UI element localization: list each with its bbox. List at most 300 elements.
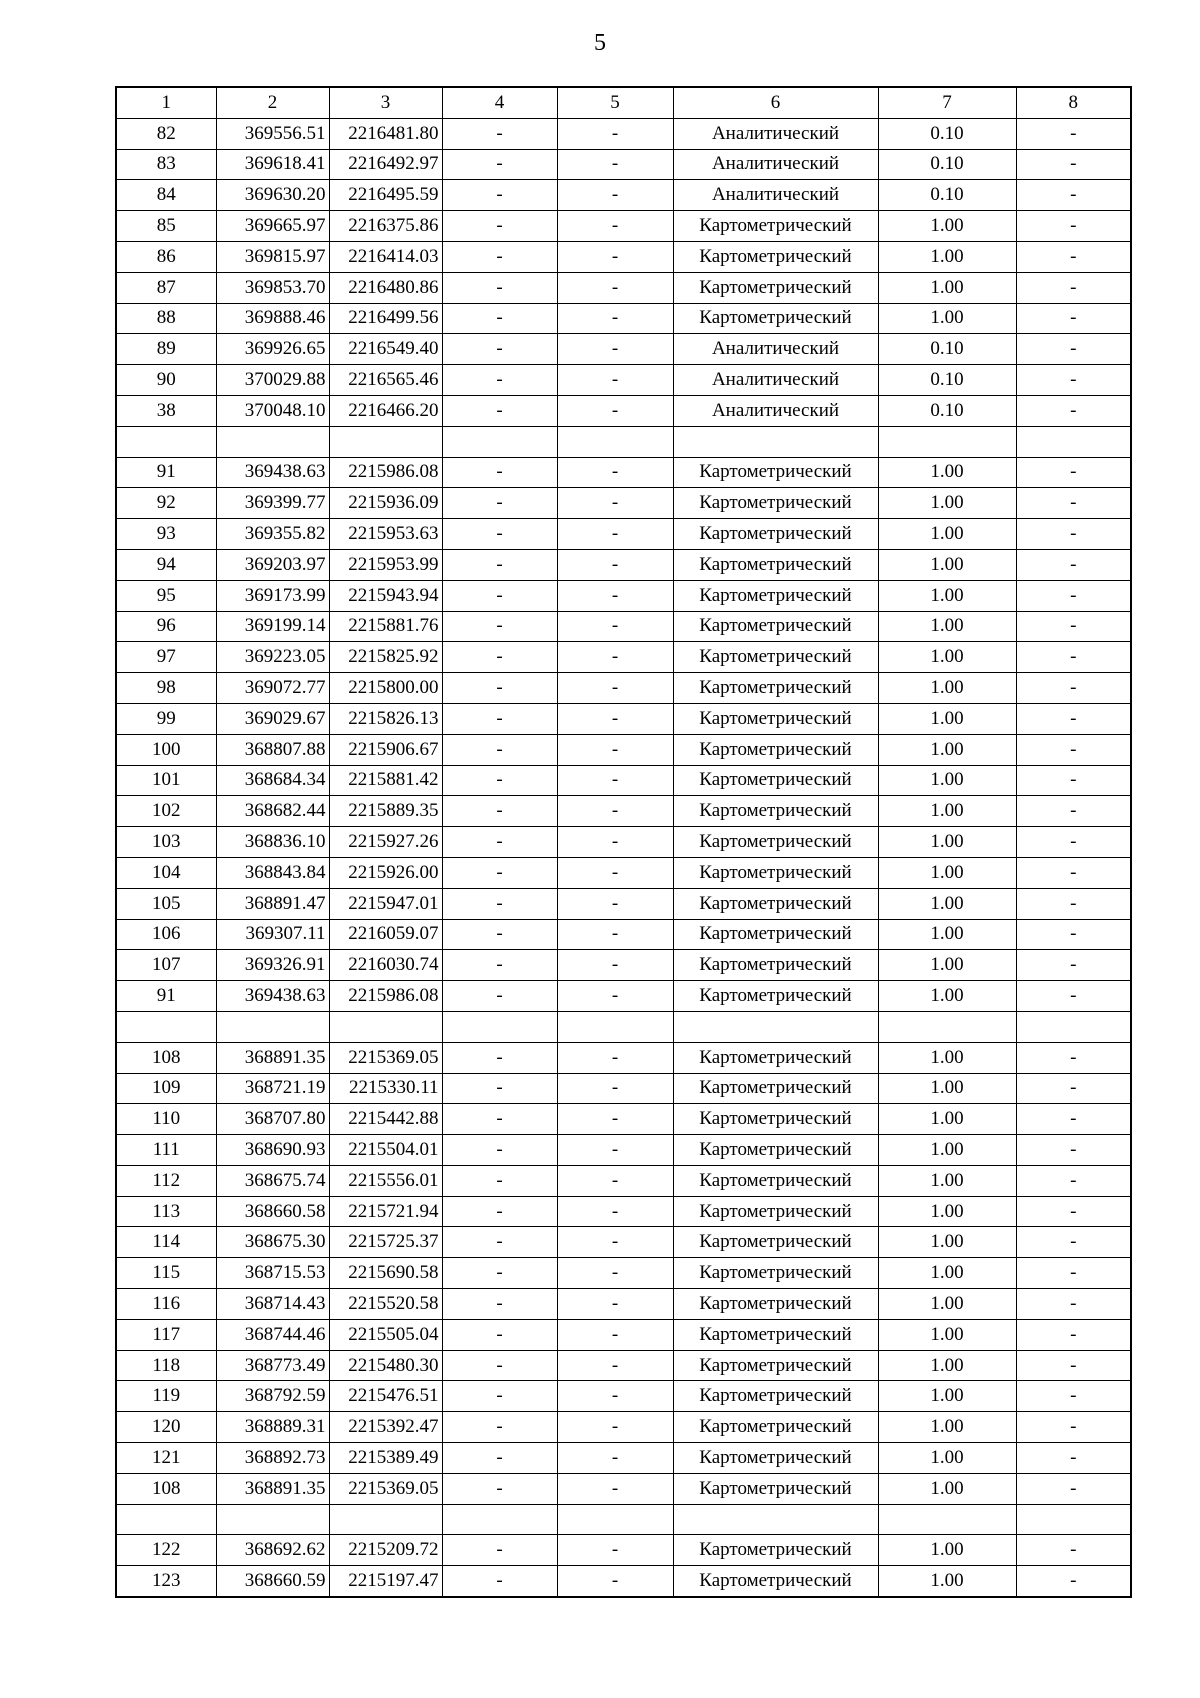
cell-col-5: - — [557, 488, 673, 519]
cell-col-7: 1.00 — [878, 1443, 1016, 1474]
cell-col-8: - — [1016, 1535, 1131, 1566]
cell-col-2: 368714.43 — [216, 1289, 329, 1320]
cell-col-2: 369438.63 — [216, 457, 329, 488]
cell-col-1: 87 — [116, 272, 216, 303]
table-row — [116, 519, 1131, 550]
cell-col-4: - — [442, 334, 557, 365]
cell-col-2: 369029.67 — [216, 703, 329, 734]
column-header-2: 2 — [216, 87, 329, 118]
cell-col-3: 2215442.88 — [329, 1104, 442, 1135]
cell-col-4: - — [442, 857, 557, 888]
cell-col-4: - — [442, 488, 557, 519]
cell-col-5: - — [557, 519, 673, 550]
cell-col-2: 368889.31 — [216, 1412, 329, 1443]
table-row — [116, 796, 1131, 827]
cell-col-6: Картометрический — [673, 1319, 878, 1350]
cell-col-5 — [557, 1504, 673, 1535]
cell-col-2: 368707.80 — [216, 1104, 329, 1135]
cell-col-7: 1.00 — [878, 827, 1016, 858]
cell-col-5: - — [557, 149, 673, 180]
cell-col-4: - — [442, 303, 557, 334]
cell-col-4: - — [442, 796, 557, 827]
cell-col-3: 2215800.00 — [329, 673, 442, 704]
column-header-3: 3 — [329, 87, 442, 118]
cell-col-7: 1.00 — [878, 981, 1016, 1012]
cell-col-8: - — [1016, 1258, 1131, 1289]
cell-col-8: - — [1016, 1350, 1131, 1381]
cell-col-1: 86 — [116, 241, 216, 272]
table-row — [116, 734, 1131, 765]
cell-col-7: 1.00 — [878, 519, 1016, 550]
cell-col-8: - — [1016, 1227, 1131, 1258]
cell-col-2: 369665.97 — [216, 211, 329, 242]
cell-col-3: 2215881.76 — [329, 611, 442, 642]
cell-col-3: 2215936.09 — [329, 488, 442, 519]
cell-col-6: Аналитический — [673, 395, 878, 426]
cell-col-3: 2215927.26 — [329, 827, 442, 858]
cell-col-2: 368807.88 — [216, 734, 329, 765]
cell-col-3: 2216466.20 — [329, 395, 442, 426]
cell-col-7: 1.00 — [878, 303, 1016, 334]
cell-col-7 — [878, 426, 1016, 457]
cell-col-6 — [673, 1011, 878, 1042]
table-row — [116, 211, 1131, 242]
column-header-5: 5 — [557, 87, 673, 118]
cell-col-5: - — [557, 211, 673, 242]
cell-col-4: - — [442, 1289, 557, 1320]
cell-col-3: 2215947.01 — [329, 888, 442, 919]
cell-col-8 — [1016, 426, 1131, 457]
cell-col-1: 101 — [116, 765, 216, 796]
cell-col-8: - — [1016, 642, 1131, 673]
cell-col-4: - — [442, 734, 557, 765]
cell-col-8: - — [1016, 919, 1131, 950]
cell-col-8: - — [1016, 549, 1131, 580]
cell-col-8: - — [1016, 1289, 1131, 1320]
cell-col-4: - — [442, 149, 557, 180]
cell-col-2: 368692.62 — [216, 1535, 329, 1566]
table-row — [116, 1258, 1131, 1289]
cell-col-1: 119 — [116, 1381, 216, 1412]
cell-col-7: 1.00 — [878, 919, 1016, 950]
table-row — [116, 1443, 1131, 1474]
cell-col-5: - — [557, 642, 673, 673]
cell-col-6: Картометрический — [673, 1104, 878, 1135]
cell-col-6: Картометрический — [673, 1196, 878, 1227]
cell-col-3: 2215197.47 — [329, 1566, 442, 1597]
cell-col-6: Картометрический — [673, 1350, 878, 1381]
cell-col-6: Картометрический — [673, 580, 878, 611]
cell-col-1: 89 — [116, 334, 216, 365]
cell-col-3: 2216059.07 — [329, 919, 442, 950]
cell-col-1: 98 — [116, 673, 216, 704]
cell-col-6 — [673, 1504, 878, 1535]
cell-col-6: Аналитический — [673, 334, 878, 365]
table-row — [116, 118, 1131, 149]
table-row — [116, 1104, 1131, 1135]
cell-col-7: 0.10 — [878, 334, 1016, 365]
table-row — [116, 1289, 1131, 1320]
cell-col-8: - — [1016, 857, 1131, 888]
cell-col-2: 369399.77 — [216, 488, 329, 519]
cell-col-5: - — [557, 981, 673, 1012]
table-row — [116, 1165, 1131, 1196]
cell-col-2: 369223.05 — [216, 642, 329, 673]
cell-col-6: Картометрический — [673, 981, 878, 1012]
cell-col-5: - — [557, 457, 673, 488]
cell-col-4: - — [442, 1473, 557, 1504]
cell-col-1: 112 — [116, 1165, 216, 1196]
cell-col-8: - — [1016, 673, 1131, 704]
cell-col-6: Картометрический — [673, 1258, 878, 1289]
cell-col-3: 2215953.63 — [329, 519, 442, 550]
cell-col-2: 368792.59 — [216, 1381, 329, 1412]
cell-col-5: - — [557, 272, 673, 303]
cell-col-8: - — [1016, 149, 1131, 180]
table-row — [116, 488, 1131, 519]
cell-col-3: 2215889.35 — [329, 796, 442, 827]
cell-col-2: 369355.82 — [216, 519, 329, 550]
cell-col-4: - — [442, 1443, 557, 1474]
cell-col-3: 2216492.97 — [329, 149, 442, 180]
cell-col-6: Аналитический — [673, 180, 878, 211]
cell-col-1: 121 — [116, 1443, 216, 1474]
cell-col-3: 2215330.11 — [329, 1073, 442, 1104]
cell-col-1: 97 — [116, 642, 216, 673]
cell-col-5: - — [557, 1473, 673, 1504]
cell-col-5: - — [557, 1350, 673, 1381]
cell-col-4: - — [442, 580, 557, 611]
cell-col-7: 0.10 — [878, 395, 1016, 426]
cell-col-4: - — [442, 1412, 557, 1443]
cell-col-8: - — [1016, 827, 1131, 858]
cell-col-6: Картометрический — [673, 827, 878, 858]
cell-col-4: - — [442, 611, 557, 642]
table-row — [116, 457, 1131, 488]
cell-col-7: 1.00 — [878, 1104, 1016, 1135]
cell-col-5: - — [557, 395, 673, 426]
cell-col-5: - — [557, 1042, 673, 1073]
table-row — [116, 149, 1131, 180]
cell-col-4: - — [442, 981, 557, 1012]
cell-col-7: 1.00 — [878, 1196, 1016, 1227]
cell-col-6: Картометрический — [673, 549, 878, 580]
cell-col-1: 90 — [116, 365, 216, 396]
cell-col-8: - — [1016, 488, 1131, 519]
cell-col-3: 2215476.51 — [329, 1381, 442, 1412]
separator-row — [116, 1011, 1131, 1042]
cell-col-5: - — [557, 1443, 673, 1474]
cell-col-5: - — [557, 1258, 673, 1289]
cell-col-7: 1.00 — [878, 857, 1016, 888]
cell-col-7: 1.00 — [878, 796, 1016, 827]
cell-col-3: 2216565.46 — [329, 365, 442, 396]
cell-col-1: 96 — [116, 611, 216, 642]
cell-col-8: - — [1016, 211, 1131, 242]
cell-col-6: Картометрический — [673, 1412, 878, 1443]
cell-col-4: - — [442, 457, 557, 488]
cell-col-7: 1.00 — [878, 1042, 1016, 1073]
table-row — [116, 981, 1131, 1012]
cell-col-1: 85 — [116, 211, 216, 242]
cell-col-3: 2215906.67 — [329, 734, 442, 765]
cell-col-7: 1.00 — [878, 642, 1016, 673]
cell-col-1: 110 — [116, 1104, 216, 1135]
table-row — [116, 857, 1131, 888]
cell-col-8: - — [1016, 241, 1131, 272]
cell-col-3: 2215520.58 — [329, 1289, 442, 1320]
cell-col-1 — [116, 426, 216, 457]
cell-col-5 — [557, 426, 673, 457]
table-row — [116, 303, 1131, 334]
cell-col-2 — [216, 426, 329, 457]
table-row — [116, 1381, 1131, 1412]
table-row — [116, 180, 1131, 211]
cell-col-8: - — [1016, 395, 1131, 426]
cell-col-6: Картометрический — [673, 457, 878, 488]
cell-col-1: 108 — [116, 1042, 216, 1073]
cell-col-5: - — [557, 827, 673, 858]
cell-col-3: 2215986.08 — [329, 457, 442, 488]
cell-col-5: - — [557, 303, 673, 334]
cell-col-5: - — [557, 334, 673, 365]
cell-col-6: Картометрический — [673, 1289, 878, 1320]
cell-col-7: 1.00 — [878, 488, 1016, 519]
cell-col-6: Картометрический — [673, 1473, 878, 1504]
cell-col-7: 1.00 — [878, 549, 1016, 580]
cell-col-7: 1.00 — [878, 272, 1016, 303]
cell-col-4: - — [442, 1196, 557, 1227]
cell-col-7: 0.10 — [878, 118, 1016, 149]
cell-col-2: 368891.47 — [216, 888, 329, 919]
cell-col-6: Картометрический — [673, 950, 878, 981]
cell-col-4: - — [442, 241, 557, 272]
cell-col-4: - — [442, 919, 557, 950]
cell-col-2: 368892.73 — [216, 1443, 329, 1474]
cell-col-4: - — [442, 1535, 557, 1566]
cell-col-3 — [329, 1011, 442, 1042]
cell-col-3: 2215389.49 — [329, 1443, 442, 1474]
cell-col-2: 368773.49 — [216, 1350, 329, 1381]
cell-col-4: - — [442, 673, 557, 704]
cell-col-3: 2215826.13 — [329, 703, 442, 734]
cell-col-1: 83 — [116, 149, 216, 180]
cell-col-6: Картометрический — [673, 673, 878, 704]
cell-col-1: 100 — [116, 734, 216, 765]
cell-col-4: - — [442, 950, 557, 981]
cell-col-8: - — [1016, 1319, 1131, 1350]
cell-col-2: 369072.77 — [216, 673, 329, 704]
cell-col-4: - — [442, 1258, 557, 1289]
cell-col-7: 1.00 — [878, 1289, 1016, 1320]
table-row — [116, 1227, 1131, 1258]
cell-col-1: 99 — [116, 703, 216, 734]
cell-col-6: Картометрический — [673, 703, 878, 734]
cell-col-4: - — [442, 1381, 557, 1412]
cell-col-5: - — [557, 1073, 673, 1104]
cell-col-3 — [329, 426, 442, 457]
cell-col-2: 368715.53 — [216, 1258, 329, 1289]
cell-col-6: Картометрический — [673, 488, 878, 519]
cell-col-4: - — [442, 703, 557, 734]
cell-col-7: 1.00 — [878, 673, 1016, 704]
cell-col-8: - — [1016, 272, 1131, 303]
cell-col-5: - — [557, 888, 673, 919]
cell-col-6: Картометрический — [673, 919, 878, 950]
cell-col-5: - — [557, 950, 673, 981]
cell-col-7: 1.00 — [878, 1473, 1016, 1504]
cell-col-3: 2216499.56 — [329, 303, 442, 334]
cell-col-1: 105 — [116, 888, 216, 919]
cell-col-2: 369618.41 — [216, 149, 329, 180]
cell-col-8: - — [1016, 1073, 1131, 1104]
cell-col-4: - — [442, 272, 557, 303]
cell-col-6: Картометрический — [673, 272, 878, 303]
table-row — [116, 888, 1131, 919]
cell-col-8: - — [1016, 1196, 1131, 1227]
cell-col-8: - — [1016, 765, 1131, 796]
coordinates-table — [115, 86, 1132, 1598]
cell-col-3: 2216375.86 — [329, 211, 442, 242]
cell-col-7: 1.00 — [878, 1135, 1016, 1166]
separator-row — [116, 426, 1131, 457]
cell-col-8: - — [1016, 365, 1131, 396]
table-row — [116, 611, 1131, 642]
cell-col-1: 109 — [116, 1073, 216, 1104]
table-row — [116, 549, 1131, 580]
cell-col-8: - — [1016, 703, 1131, 734]
cell-col-3: 2216549.40 — [329, 334, 442, 365]
cell-col-5: - — [557, 673, 673, 704]
cell-col-1: 120 — [116, 1412, 216, 1443]
column-header-8: 8 — [1016, 87, 1131, 118]
cell-col-5: - — [557, 118, 673, 149]
cell-col-8: - — [1016, 118, 1131, 149]
cell-col-5: - — [557, 919, 673, 950]
cell-col-1: 111 — [116, 1135, 216, 1166]
cell-col-1: 123 — [116, 1566, 216, 1597]
cell-col-2: 369556.51 — [216, 118, 329, 149]
cell-col-2: 368682.44 — [216, 796, 329, 827]
cell-col-6: Картометрический — [673, 611, 878, 642]
table-row — [116, 1566, 1131, 1597]
cell-col-7: 1.00 — [878, 1073, 1016, 1104]
cell-col-5 — [557, 1011, 673, 1042]
cell-col-2: 368721.19 — [216, 1073, 329, 1104]
cell-col-3: 2215392.47 — [329, 1412, 442, 1443]
cell-col-8: - — [1016, 580, 1131, 611]
table-row — [116, 365, 1131, 396]
cell-col-2: 369203.97 — [216, 549, 329, 580]
cell-col-7: 0.10 — [878, 365, 1016, 396]
cell-col-2: 368675.74 — [216, 1165, 329, 1196]
cell-col-1: 94 — [116, 549, 216, 580]
cell-col-5: - — [557, 365, 673, 396]
cell-col-3: 2215926.00 — [329, 857, 442, 888]
cell-col-6: Картометрический — [673, 241, 878, 272]
table-row — [116, 1350, 1131, 1381]
table-row — [116, 395, 1131, 426]
cell-col-4: - — [442, 519, 557, 550]
table-row — [116, 1196, 1131, 1227]
cell-col-5: - — [557, 1566, 673, 1597]
table-row — [116, 241, 1131, 272]
cell-col-8: - — [1016, 796, 1131, 827]
cell-col-8: - — [1016, 888, 1131, 919]
table-row — [116, 1535, 1131, 1566]
cell-col-4 — [442, 426, 557, 457]
cell-col-4: - — [442, 211, 557, 242]
table-body — [116, 118, 1131, 1597]
cell-col-7: 1.00 — [878, 1381, 1016, 1412]
cell-col-1 — [116, 1011, 216, 1042]
cell-col-7: 1.00 — [878, 1258, 1016, 1289]
cell-col-1: 108 — [116, 1473, 216, 1504]
cell-col-7: 1.00 — [878, 1412, 1016, 1443]
table-row — [116, 1319, 1131, 1350]
cell-col-4: - — [442, 1566, 557, 1597]
cell-col-1: 91 — [116, 981, 216, 1012]
cell-col-5: - — [557, 1104, 673, 1135]
cell-col-1: 88 — [116, 303, 216, 334]
cell-col-6 — [673, 426, 878, 457]
cell-col-5: - — [557, 1165, 673, 1196]
cell-col-1: 82 — [116, 118, 216, 149]
cell-col-4: - — [442, 1042, 557, 1073]
cell-col-1: 102 — [116, 796, 216, 827]
cell-col-2 — [216, 1011, 329, 1042]
cell-col-4: - — [442, 765, 557, 796]
cell-col-3: 2216495.59 — [329, 180, 442, 211]
cell-col-7: 1.00 — [878, 580, 1016, 611]
table-row — [116, 580, 1131, 611]
cell-col-6: Картометрический — [673, 1042, 878, 1073]
cell-col-6: Картометрический — [673, 1381, 878, 1412]
cell-col-5: - — [557, 796, 673, 827]
cell-col-6: Картометрический — [673, 519, 878, 550]
cell-col-7: 1.00 — [878, 1319, 1016, 1350]
table-row — [116, 703, 1131, 734]
cell-col-2: 368744.46 — [216, 1319, 329, 1350]
cell-col-5: - — [557, 241, 673, 272]
cell-col-1: 93 — [116, 519, 216, 550]
cell-col-8: - — [1016, 180, 1131, 211]
cell-col-7: 1.00 — [878, 611, 1016, 642]
cell-col-5: - — [557, 1412, 673, 1443]
cell-col-4: - — [442, 549, 557, 580]
cell-col-7: 1.00 — [878, 888, 1016, 919]
cell-col-7 — [878, 1504, 1016, 1535]
cell-col-8: - — [1016, 611, 1131, 642]
cell-col-7: 1.00 — [878, 1535, 1016, 1566]
cell-col-8: - — [1016, 334, 1131, 365]
cell-col-5: - — [557, 1381, 673, 1412]
cell-col-4: - — [442, 1073, 557, 1104]
cell-col-3: 2215953.99 — [329, 549, 442, 580]
cell-col-8: - — [1016, 519, 1131, 550]
cell-col-5: - — [557, 1196, 673, 1227]
cell-col-4: - — [442, 827, 557, 858]
cell-col-3: 2215881.42 — [329, 765, 442, 796]
cell-col-1: 117 — [116, 1319, 216, 1350]
cell-col-6: Картометрический — [673, 211, 878, 242]
cell-col-3: 2216414.03 — [329, 241, 442, 272]
cell-col-8 — [1016, 1504, 1131, 1535]
cell-col-3: 2215825.92 — [329, 642, 442, 673]
table-row — [116, 272, 1131, 303]
page-number: 5 — [594, 30, 606, 56]
cell-col-6: Картометрический — [673, 796, 878, 827]
